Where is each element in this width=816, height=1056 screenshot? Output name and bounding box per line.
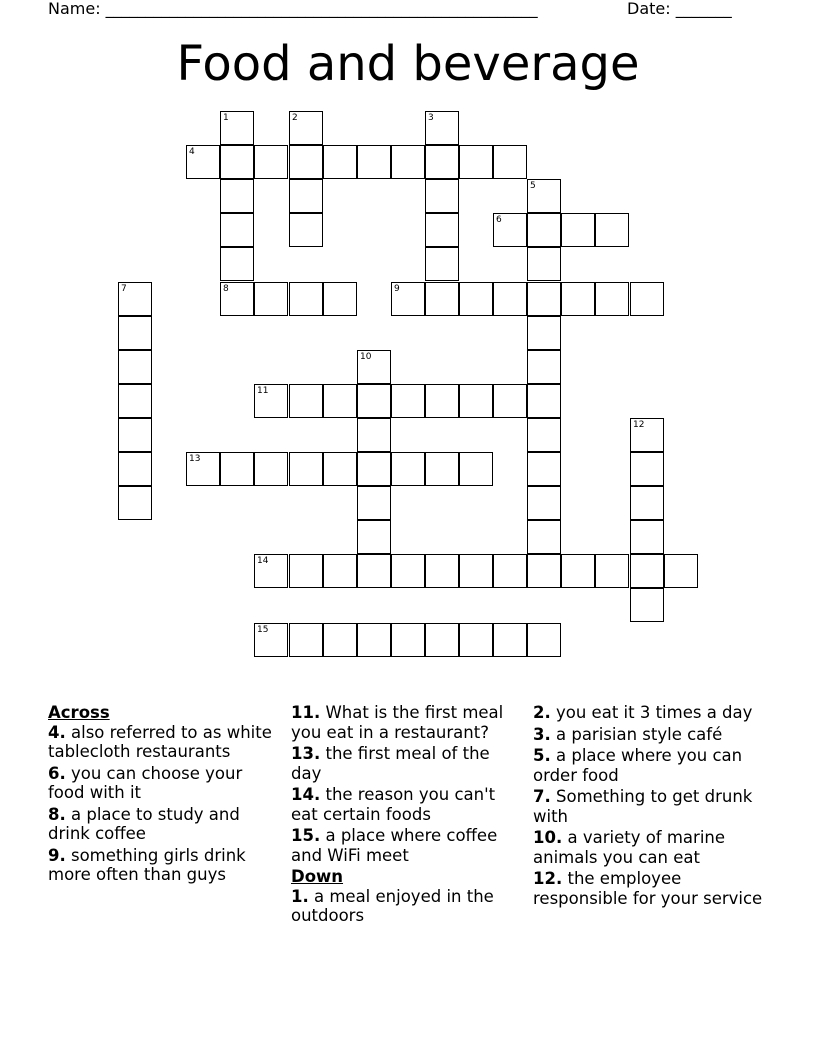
clue-item	[48, 805, 280, 844]
grid-cell[interactable]	[357, 554, 391, 588]
clue-item	[48, 846, 280, 885]
clue-item	[533, 869, 765, 908]
section-heading: Across	[48, 703, 110, 722]
clue-column-2	[291, 703, 523, 928]
grid-cell[interactable]	[459, 145, 493, 179]
grid-cell[interactable]	[323, 554, 357, 588]
clue-text: Something to get drunk with	[533, 787, 753, 826]
clue-text: you eat it 3 times a day	[550, 703, 753, 722]
clue-item	[533, 828, 765, 867]
grid-cell[interactable]	[220, 247, 254, 281]
grid-cell[interactable]	[220, 179, 254, 213]
clue-text: something girls drink more often than guys	[48, 845, 246, 884]
grid-cell[interactable]	[357, 452, 391, 486]
grid-cell[interactable]	[493, 145, 527, 179]
grid-cell[interactable]	[425, 179, 459, 213]
grid-cell[interactable]	[630, 452, 664, 486]
name-field-label: Name: ______________________________________________________	[48, 0, 538, 18]
grid-cell[interactable]	[391, 384, 425, 418]
grid-cell[interactable]	[289, 384, 323, 418]
grid-cell[interactable]	[220, 452, 254, 486]
clue-text: a variety of marine animals you can eat	[533, 828, 726, 867]
grid-cell[interactable]	[391, 282, 425, 316]
grid-cell[interactable]	[527, 350, 561, 384]
grid-cell[interactable]	[595, 213, 629, 247]
grid-cell[interactable]	[254, 452, 288, 486]
grid-cell[interactable]	[425, 623, 459, 657]
grid-cell[interactable]	[630, 554, 664, 588]
clue-item	[291, 744, 523, 783]
clue-item	[291, 826, 523, 865]
grid-cell[interactable]	[254, 282, 288, 316]
grid-cell[interactable]	[527, 179, 561, 213]
grid-cell[interactable]	[289, 145, 323, 179]
grid-cell[interactable]	[527, 452, 561, 486]
grid-cell[interactable]	[391, 554, 425, 588]
clue-text: a place to study and drink coffee	[48, 804, 240, 843]
grid-cell[interactable]	[254, 384, 288, 418]
grid-cell[interactable]	[527, 486, 561, 520]
grid-cell[interactable]	[425, 384, 459, 418]
grid-cell[interactable]	[357, 384, 391, 418]
grid-cell[interactable]	[289, 111, 323, 145]
clue-text: a place where you can order food	[533, 746, 743, 785]
grid-cell[interactable]	[493, 213, 527, 247]
clue-text: a meal enjoyed in the outdoors	[291, 886, 494, 925]
grid-cell[interactable]	[357, 418, 391, 452]
grid-cell[interactable]	[493, 384, 527, 418]
grid-cell[interactable]	[391, 145, 425, 179]
grid-cell[interactable]	[118, 486, 152, 520]
grid-cell[interactable]	[254, 623, 288, 657]
grid-cell[interactable]	[357, 350, 391, 384]
grid-cell[interactable]	[118, 384, 152, 418]
grid-cell[interactable]	[289, 554, 323, 588]
clue-number: 7.	[533, 787, 551, 806]
cell-number: 3	[428, 113, 434, 123]
date-field-label: Date: _______	[627, 0, 732, 18]
grid-cell[interactable]	[561, 213, 595, 247]
grid-cell[interactable]	[323, 282, 357, 316]
grid-cell[interactable]	[118, 452, 152, 486]
grid-cell[interactable]	[323, 623, 357, 657]
clue-text: the first meal of the day	[291, 744, 490, 783]
cell-number: 2	[292, 113, 298, 123]
grid-cell[interactable]	[425, 145, 459, 179]
clue-item	[533, 725, 765, 745]
clue-number: 9.	[48, 845, 66, 865]
grid-cell[interactable]	[323, 145, 357, 179]
grid-cell[interactable]	[527, 282, 561, 316]
clue-text: a parisian style café	[550, 724, 723, 744]
cell-number: 5	[530, 181, 536, 191]
grid-cell[interactable]	[527, 247, 561, 281]
section-heading: Down	[291, 867, 344, 886]
grid-cell[interactable]	[630, 520, 664, 554]
grid-cell[interactable]	[425, 247, 459, 281]
grid-cell[interactable]	[561, 554, 595, 588]
cell-number: 1	[223, 113, 229, 123]
grid-cell[interactable]	[357, 623, 391, 657]
grid-cell[interactable]	[289, 623, 323, 657]
clue-text: you can choose your food with it	[48, 763, 243, 802]
clue-text: a place where coffee and WiFi meet	[291, 826, 498, 865]
grid-cell[interactable]	[357, 520, 391, 554]
grid-cell[interactable]	[220, 213, 254, 247]
cell-number: 4	[189, 147, 195, 157]
grid-cell[interactable]	[186, 452, 220, 486]
grid-cell[interactable]	[630, 282, 664, 316]
clue-number: 14.	[291, 785, 321, 804]
grid-cell[interactable]	[289, 282, 323, 316]
grid-cell[interactable]	[118, 316, 152, 350]
grid-cell[interactable]	[254, 145, 288, 179]
cell-number: 7	[121, 284, 127, 294]
grid-cell[interactable]	[289, 179, 323, 213]
grid-cell[interactable]	[254, 554, 288, 588]
clue-number: 12.	[533, 869, 563, 888]
grid-cell[interactable]	[425, 111, 459, 145]
grid-cell[interactable]	[493, 282, 527, 316]
clue-text: also referred to as white tablecloth restaurants	[48, 722, 272, 761]
grid-cell[interactable]	[425, 554, 459, 588]
clue-item	[291, 703, 523, 742]
clue-item	[533, 746, 765, 785]
cell-number: 11	[257, 386, 269, 396]
cell-number: 10	[360, 352, 372, 362]
cell-number: 14	[257, 556, 269, 566]
page-title: Food and beverage	[176, 36, 640, 92]
clue-item	[533, 703, 765, 723]
clue-number: 8.	[48, 804, 66, 824]
clue-number: 3.	[533, 724, 551, 744]
grid-cell[interactable]	[459, 554, 493, 588]
clue-item	[291, 785, 523, 824]
grid-cell[interactable]	[459, 384, 493, 418]
clue-number: 10.	[533, 828, 563, 847]
grid-cell[interactable]	[323, 384, 357, 418]
clue-text: the employee responsible for your service	[533, 869, 763, 908]
clue-number: 11.	[291, 703, 321, 722]
clue-text: the reason you can't eat certain foods	[291, 785, 496, 824]
clue-item	[48, 764, 280, 803]
grid-cell[interactable]	[595, 282, 629, 316]
grid-cell[interactable]	[220, 145, 254, 179]
grid-cell[interactable]	[527, 554, 561, 588]
grid-cell[interactable]	[391, 452, 425, 486]
clue-column-1	[48, 703, 280, 887]
clue-item	[291, 887, 523, 926]
grid-cell[interactable]	[595, 554, 629, 588]
grid-cell[interactable]	[357, 486, 391, 520]
clue-number: 1.	[291, 886, 309, 906]
cell-number: 9	[394, 284, 400, 294]
grid-cell[interactable]	[186, 145, 220, 179]
grid-cell[interactable]	[561, 282, 595, 316]
clue-number: 2.	[533, 703, 551, 722]
grid-cell[interactable]	[118, 350, 152, 384]
grid-cell[interactable]	[323, 452, 357, 486]
cell-number: 8	[223, 284, 229, 294]
clue-number: 13.	[291, 744, 321, 763]
grid-cell[interactable]	[527, 520, 561, 554]
cell-number: 6	[496, 215, 502, 225]
clue-number: 15.	[291, 826, 321, 845]
clue-number: 4.	[48, 722, 66, 742]
grid-cell[interactable]	[425, 452, 459, 486]
cell-number: 15	[257, 625, 269, 635]
grid-cell[interactable]	[220, 111, 254, 145]
grid-cell[interactable]	[630, 588, 664, 622]
clue-item	[533, 787, 765, 826]
grid-cell[interactable]	[664, 554, 698, 588]
grid-cell[interactable]	[459, 282, 493, 316]
grid-cell[interactable]	[289, 213, 323, 247]
grid-cell[interactable]	[391, 623, 425, 657]
grid-cell[interactable]	[425, 213, 459, 247]
grid-cell[interactable]	[630, 486, 664, 520]
grid-cell[interactable]	[220, 282, 254, 316]
clue-column-3	[533, 703, 765, 910]
grid-cell[interactable]	[493, 623, 527, 657]
grid-cell[interactable]	[357, 145, 391, 179]
grid-cell[interactable]	[459, 623, 493, 657]
grid-cell[interactable]	[527, 213, 561, 247]
grid-cell[interactable]	[527, 418, 561, 452]
clue-number: 6.	[48, 763, 66, 783]
cell-number: 12	[633, 420, 645, 430]
grid-cell[interactable]	[425, 282, 459, 316]
grid-cell[interactable]	[630, 418, 664, 452]
grid-cell[interactable]	[527, 384, 561, 418]
grid-cell[interactable]	[493, 554, 527, 588]
grid-cell[interactable]	[118, 282, 152, 316]
grid-cell[interactable]	[527, 623, 561, 657]
cell-number: 13	[189, 454, 201, 464]
grid-cell[interactable]	[527, 316, 561, 350]
grid-cell[interactable]	[289, 452, 323, 486]
clue-text: What is the first meal you eat in a restaurant?	[291, 703, 504, 742]
grid-cell[interactable]	[459, 452, 493, 486]
grid-cell[interactable]	[118, 418, 152, 452]
clue-item	[48, 723, 280, 762]
clue-number: 5.	[533, 746, 551, 765]
